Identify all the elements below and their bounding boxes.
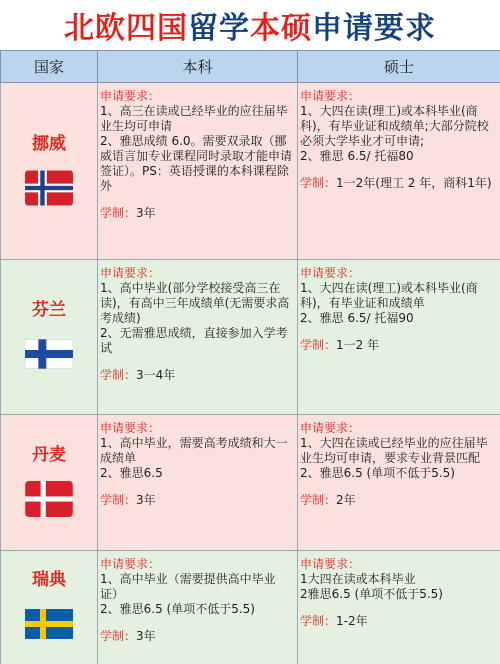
requirement-label: 申请要求： [100,89,161,103]
country-name: 芬兰 [32,299,66,320]
title-part-3: 本硕 [250,11,312,46]
master-cell [298,415,500,551]
duration-label: 学制： [300,338,337,352]
requirement-text: 1、高三在读或已经毕业的应往届毕业生均可申请 2、雅思成绩 6.0。需要双录取（挪威语言加专业课程同时录取才能申请签证）。PS：英语授课的本科课程除外 [100,104,293,193]
table-row [1,83,500,260]
requirement-text: 1、大四在读(理工)或本科毕业(商科)，有毕业证和成绩单 2、雅思 6.5/ 托福90 [300,281,478,325]
denmark-flag-icon [25,481,73,517]
country-cell [1,551,98,664]
requirement-label: 申请要求： [300,266,361,280]
duration-label: 学制： [100,629,137,643]
requirement-label: 申请要求： [300,89,361,103]
requirement-text: 1、高中毕业，需要高考成绩和大一成绩单 2、雅思6.5 [100,436,288,480]
bachelor-cell [98,415,298,551]
table-row [1,260,500,415]
country-name: 瑞典 [32,570,66,590]
bachelor-cell [98,551,298,664]
country-cell [1,83,98,260]
duration-value: 2年 [336,493,356,507]
country-name: 挪威 [32,133,66,154]
requirement-label: 申请要求： [300,557,361,571]
requirement-label: 申请要求： [100,266,161,280]
duration-value: 1一2年(理工 2 年，商科1年) [336,176,492,190]
title-part-4: 申请要求 [312,11,436,46]
title-part-1: 北欧四国 [64,11,188,46]
requirement-label: 申请要求： [100,421,161,435]
sweden-flag-icon [25,606,73,642]
finland-flag-icon [25,336,73,372]
bachelor-cell [98,260,298,415]
duration-label: 学制： [300,614,337,628]
duration-value: 1-2年 [336,614,368,628]
duration-label: 学制： [300,176,337,190]
master-cell [298,551,500,664]
country-cell [1,260,98,415]
duration-label: 学制： [100,368,137,382]
requirement-label: 申请要求： [100,557,161,571]
norway-flag-icon [25,170,73,206]
header-bachelor: 本科 [98,51,298,83]
table-row [1,415,500,551]
requirement-text: 1大四在读或本科毕业 2雅思6.5 (单项不低于5.5) [300,572,443,601]
title-part-2: 留学 [188,11,250,46]
duration-value: 1一2 年 [336,338,380,352]
page-title [0,0,500,50]
requirement-text: 1、大四在读(理工)或本科毕业(商科)，有毕业证和成绩单;大部分院校必须大学毕业才可申请; 2、雅思 6.5/ 托福80 [300,104,489,163]
header-row [1,51,500,83]
requirement-label: 申请要求： [300,421,361,435]
country-name: 丹麦 [32,445,66,465]
table-row [1,551,500,664]
country-cell [1,415,98,551]
duration-label: 学制： [300,493,337,507]
duration-value: 3年 [136,206,156,220]
header-master: 硕士 [298,51,500,83]
duration-value: 3年 [136,493,156,507]
requirement-text: 1、高中毕业（需要提供高中毕业证） 2、雅思6.5 (单项不低于5.5) [100,572,276,616]
duration-value: 3年 [136,629,156,643]
duration-label: 学制： [100,493,137,507]
master-cell [298,260,500,415]
duration-value: 3一4年 [136,368,176,382]
requirement-text: 1、高中毕业(部分学校接受高三在读)，有高中三年成绩单(无需要求高考成绩) 2、无需雅思成绩，直接参加入学考试 [100,281,290,355]
bachelor-cell [98,83,298,260]
header-country: 国家 [1,51,98,83]
duration-label: 学制： [100,206,137,220]
requirement-text: 1、大四在读或已经毕业的应往届毕业生均可申请，要求专业背景匹配 2、雅思6.5 (单项不低于5.5) [300,436,488,480]
master-cell [298,83,500,260]
requirements-table [0,50,500,664]
